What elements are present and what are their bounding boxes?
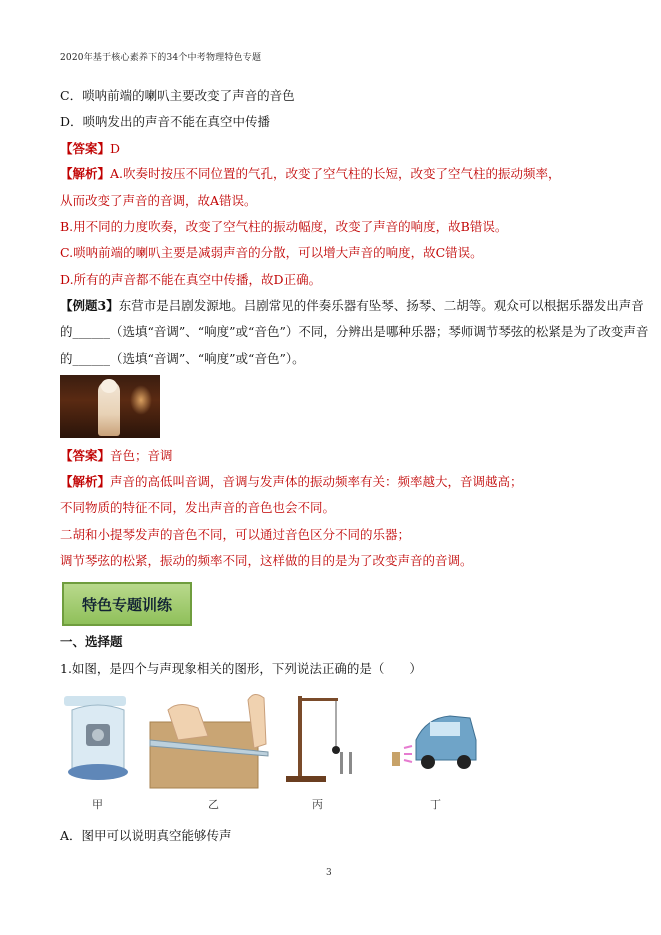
analysis2-text-1: 声音的高低叫音调，音调与发声体的振动频率有关：频率越大，音调越高； <box>110 474 523 489</box>
page-number: 3 <box>326 868 332 878</box>
example-line-1 <box>60 296 644 314</box>
answer-tag: 【答案】 <box>60 141 111 156</box>
analysis2-line-2: 不同物质的特征不同，发出声音的音色也会不同。 <box>60 500 336 515</box>
analysis-text-1: A.吹奏时按压不同位置的气孔，改变了空气柱的长短，改变了空气柱的振动频率， <box>110 166 561 181</box>
question-1: 1.如图，是四个与声现象相关的图形，下列说法正确的是（ ） <box>60 661 422 676</box>
analysis2-line-4: 调节琴弦的松紧，振动的频率不同，这样做的目的是为了改变声音的音调。 <box>60 553 473 568</box>
bell-jar-figure <box>64 696 128 780</box>
option-c: C．唢呐前端的喇叭主要改变了声音的音色 <box>60 88 295 103</box>
analysis-line-4: C.唢呐前端的喇叭主要是减弱声音的分散，可以增大声音的响度，故C错误。 <box>60 245 483 260</box>
analysis2-tag: 【解析】 <box>60 474 111 489</box>
analysis-line-5: D.所有的声音都不能在真空中传播，故D正确。 <box>60 272 322 287</box>
analysis-line-3: B.用不同的力度吹奏，改变了空气柱的振动幅度，改变了声音的响度，故B错误。 <box>60 219 508 234</box>
figure-illustrations <box>58 690 478 795</box>
example-line-3: 的______（选填“音调”、“响度”或“音色”）。 <box>60 351 305 366</box>
analysis-line-1 <box>60 164 561 182</box>
answer2-tag: 【答案】 <box>60 448 111 463</box>
stage-light <box>130 385 152 415</box>
question-figures <box>58 690 478 820</box>
performer-head <box>101 379 117 393</box>
caption-ding: 丁 <box>430 798 441 811</box>
caption-jia: 甲 <box>92 798 103 811</box>
section-title: 一、选择题 <box>60 634 123 649</box>
ruler-figure <box>150 694 268 788</box>
answer-line <box>60 139 120 157</box>
section-banner: 特色专题训练 <box>62 582 192 626</box>
answer2-value: 音色；音调 <box>110 448 173 463</box>
analysis2-line-3: 二胡和小提琴发声的音色不同，可以通过音色区分不同的乐器； <box>60 527 411 542</box>
caption-yi: 乙 <box>208 798 219 811</box>
answer-value: D <box>110 141 121 156</box>
analysis-line-2: 从而改变了声音的音调，故A错误。 <box>60 193 257 208</box>
example-tag: 【例题3】 <box>60 298 119 313</box>
page-header: 2020年基于核心素养下的34个中考物理特色专题 <box>60 53 262 63</box>
caption-bing: 丙 <box>312 798 323 811</box>
analysis-tag: 【解析】 <box>60 166 111 181</box>
option-a-q1: A．图甲可以说明真空能够传声 <box>60 828 232 843</box>
example-line-2: 的______（选填“音调”、“响度”或“音色”）不同，分辨出是哪种乐器；琴师调节琴弦的松紧是为了改变声音 <box>60 324 649 339</box>
analysis2-line-1 <box>60 472 523 490</box>
answer2-line <box>60 446 173 464</box>
opera-photo <box>60 375 160 438</box>
option-d: D．唢呐发出的声音不能在真空中传播 <box>60 114 271 129</box>
example-text-1: 东营市是吕剧发源地。吕剧常见的伴奏乐器有坠琴、扬琴、二胡等。观众可以根据乐器发出声音 <box>118 298 644 313</box>
tuning-fork-figure <box>286 696 352 782</box>
car-figure <box>392 716 476 769</box>
